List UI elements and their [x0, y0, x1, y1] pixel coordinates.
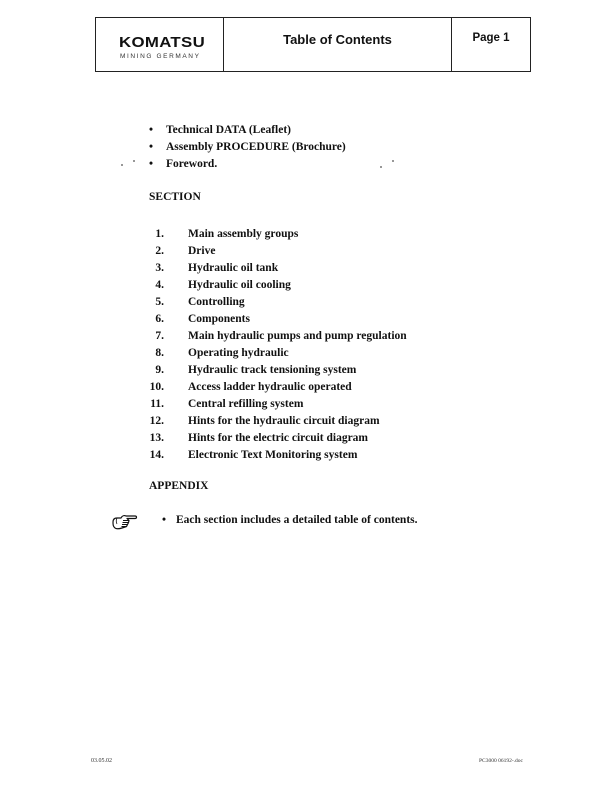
appendix-heading: APPENDIX	[149, 480, 209, 492]
section-number: 13.	[149, 432, 164, 444]
komatsu-logo: KOMATSU	[119, 34, 206, 51]
section-title: Main hydraulic pumps and pump regulation	[188, 330, 407, 342]
page-cell	[452, 18, 530, 71]
section-title: Hydraulic oil cooling	[188, 279, 291, 291]
section-item	[146, 277, 407, 294]
section-number: 8.	[155, 347, 164, 359]
scan-speck	[133, 160, 135, 162]
section-item	[146, 243, 407, 260]
section-title: Components	[188, 313, 250, 325]
scan-speck	[392, 160, 394, 162]
note-text: Each section includes a detailed table of contents.	[176, 514, 418, 526]
intro-list	[149, 122, 346, 173]
section-title: Main assembly groups	[188, 228, 299, 240]
note	[162, 514, 418, 526]
section-item	[146, 345, 407, 362]
section-title: Hydraulic oil tank	[188, 262, 279, 274]
section-item	[146, 447, 407, 464]
section-number: 5.	[155, 296, 164, 308]
section-number: 7.	[155, 330, 164, 342]
section-title: Controlling	[188, 296, 245, 308]
footer-date: 03.05.02	[91, 758, 112, 764]
scan-speck	[121, 164, 123, 166]
page-number: Page 1	[472, 32, 510, 44]
section-item	[146, 226, 407, 243]
document-title: Table of Contents	[283, 32, 392, 47]
section-item	[146, 413, 407, 430]
section-number: 10.	[149, 381, 164, 393]
bullet: •	[162, 514, 167, 526]
section-number: 2.	[155, 245, 164, 257]
section-item	[146, 362, 407, 379]
logo-cell	[96, 18, 224, 71]
section-item	[146, 430, 407, 447]
section-list	[146, 226, 407, 464]
intro-item: • Assembly PROCEDURE (Brochure)	[149, 139, 346, 156]
section-number: 1.	[155, 228, 164, 240]
scan-speck	[380, 166, 382, 168]
section-item	[146, 311, 407, 328]
section-title: Drive	[188, 245, 216, 257]
logo-subtitle: MINING GERMANY	[120, 53, 201, 60]
section-item	[146, 260, 407, 277]
section-title: Electronic Text Monitoring system	[188, 449, 358, 461]
title-cell	[224, 18, 452, 71]
section-item	[146, 379, 407, 396]
footer-filename: PC3000 06192-.doc	[479, 758, 523, 764]
section-item	[146, 396, 407, 413]
section-number: 3.	[155, 262, 164, 274]
section-number: 4.	[155, 279, 164, 291]
section-number: 14.	[149, 449, 164, 461]
pointing-hand-icon	[111, 514, 139, 532]
section-heading: SECTION	[149, 191, 201, 203]
section-title: Central refilling system	[188, 398, 304, 410]
section-number: 12.	[149, 415, 164, 427]
section-number: 9.	[155, 364, 164, 376]
section-item	[146, 328, 407, 345]
document-header	[95, 17, 531, 72]
intro-item: • Technical DATA (Leaflet)	[149, 122, 346, 139]
section-title: Access ladder hydraulic operated	[188, 381, 352, 393]
section-number: 6.	[155, 313, 164, 325]
section-title: Hints for the electric circuit diagram	[188, 432, 369, 444]
section-title: Hydraulic track tensioning system	[188, 364, 357, 376]
section-number: 11.	[150, 398, 164, 410]
section-title: Operating hydraulic	[188, 347, 289, 359]
intro-item: • Foreword.	[149, 156, 346, 173]
section-title: Hints for the hydraulic circuit diagram	[188, 415, 380, 427]
section-item	[146, 294, 407, 311]
